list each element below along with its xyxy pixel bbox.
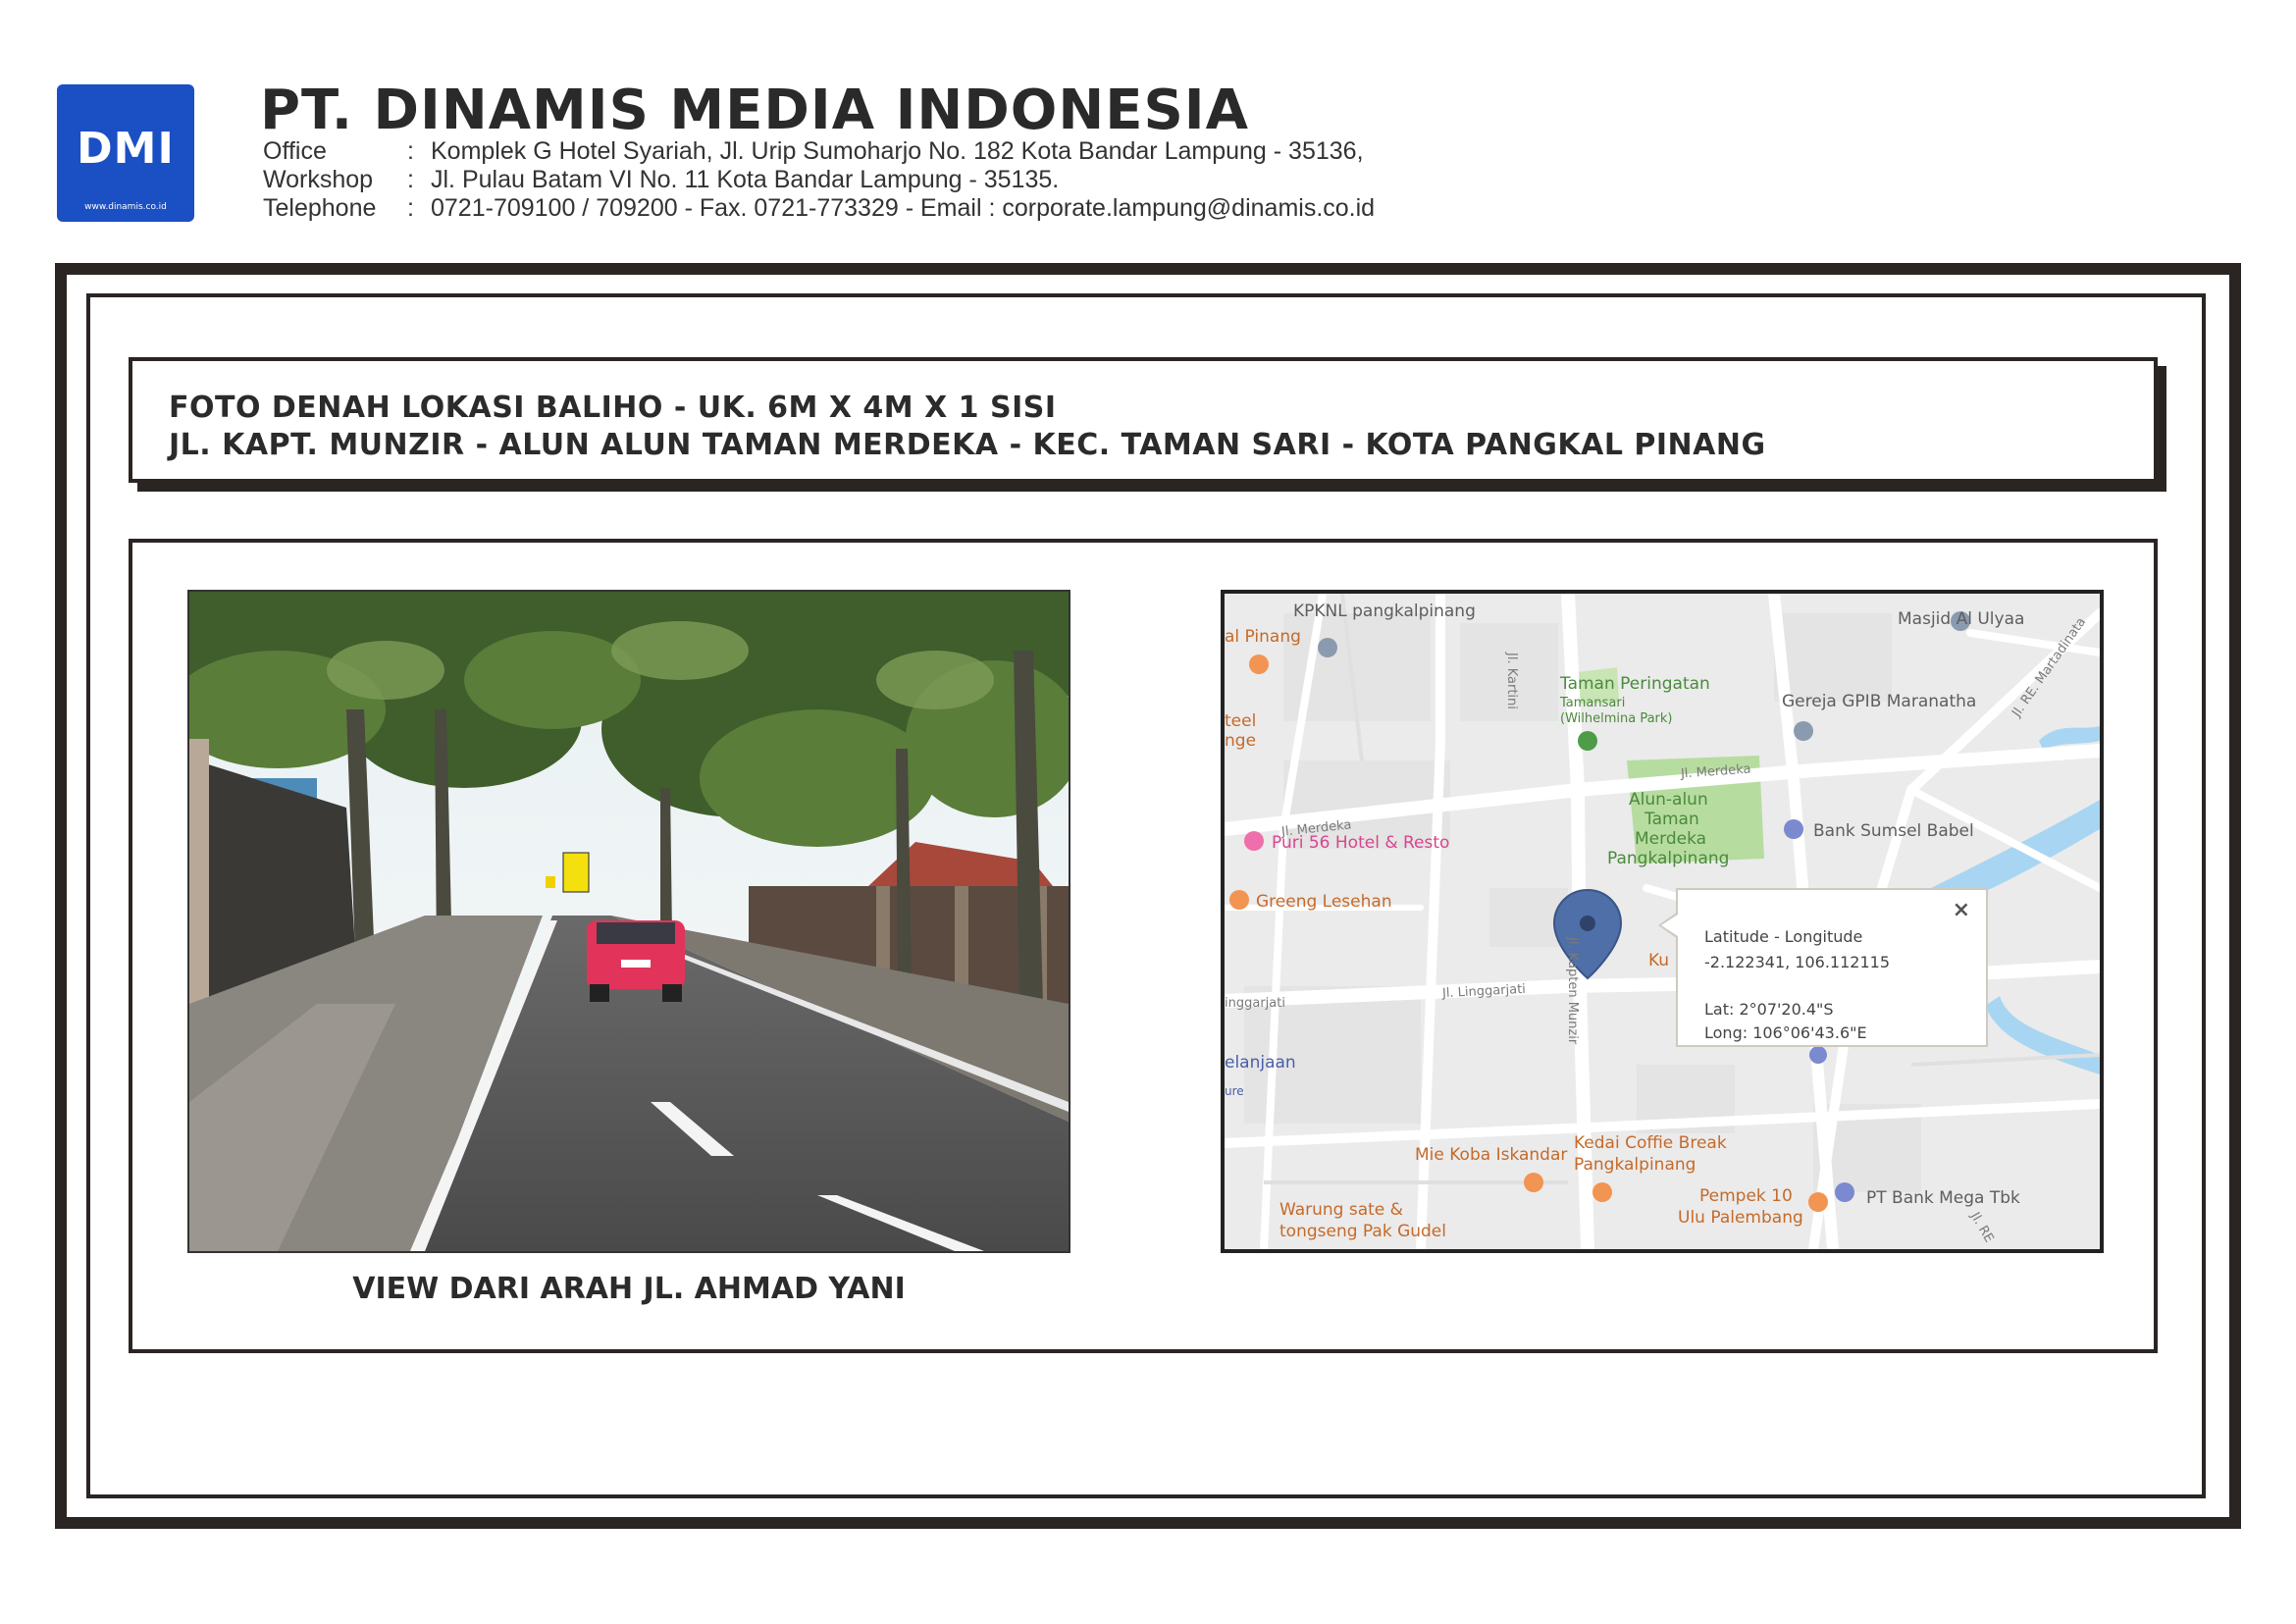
map-label-kedai-1: Kedai Coffie Break [1574,1133,1727,1153]
contact-value: Jl. Pulau Batam VI No. 11 Kota Bandar Lampung - 35135. [431,166,1060,193]
map-label-al-pinang: al Pinang [1225,627,1301,647]
contact-label: Workshop [263,166,374,193]
contact-label: Office [263,137,327,165]
location-map[interactable] [1221,590,2104,1253]
contact-value: 0721-709100 / 709200 - Fax. 0721-773329 - Email : corporate.lampung@dinamis.co.id [431,194,1376,222]
contact-info [263,137,1375,223]
map-label-jl-kartini: Jl. Kartini [1504,653,1519,709]
title-box [129,357,2158,483]
contact-separator: : [407,166,414,193]
map-label-greeng: Greeng Lesehan [1256,892,1392,912]
map-label-tamansari: Tamansari [1560,696,1626,710]
map-label-alun-3: Merdeka [1635,829,1707,849]
contact-row-telephone [263,194,1375,223]
map-label-alun-2: Taman [1644,810,1699,829]
map-label-jl-merdeka: Jl. Merdeka [1280,817,1353,840]
map-label-warung-2: tongseng Pak Gudel [1279,1222,1446,1241]
map-label-bank-mega: PT Bank Mega Tbk [1866,1188,2020,1208]
popup-latitude: Lat: 2°07'20.4"S [1704,1000,1834,1019]
billboard-marker [563,853,589,892]
restaurant-icon [1524,1173,1543,1192]
map-label-ure: ure [1225,1084,1244,1098]
logo-url: www.dinamis.co.id [84,202,167,212]
cafe-icon [1592,1182,1612,1202]
map-label-kup: Ku [1648,951,1670,970]
map-label-puri: Puri 56 Hotel & Resto [1272,833,1450,853]
location-photo [187,590,1070,1253]
bank-icon [1835,1182,1854,1202]
restaurant-icon [1229,890,1249,910]
map-label-jl-linggarjati: inggarjati [1225,996,1285,1011]
church-icon [1794,721,1813,741]
map-label-kpknl: KPKNL pangkalpinang [1293,602,1476,621]
photo-caption: VIEW DARI ARAH JL. AHMAD YANI [352,1272,906,1306]
hotel-icon [1244,831,1264,851]
close-icon[interactable]: × [1952,898,1970,922]
contact-value: Komplek G Hotel Syariah, Jl. Urip Sumoharjo No. 182 Kota Bandar Lampung - 35136, [431,137,1364,165]
map-label-alun-1: Alun-alun [1629,790,1708,810]
map-label-wilhelmina: (Wilhelmina Park) [1560,711,1673,726]
map-label-kedai-2: Pangkalpinang [1574,1155,1696,1175]
company-logo [57,84,194,222]
contact-row-workshop [263,166,1375,194]
bank-icon [1784,819,1803,839]
map-label-teel: teel [1225,711,1257,731]
map-label-masjid: Masjid Al Ulyaa [1898,609,2025,629]
contact-label: Telephone [263,194,377,222]
map-label-pempek-2: Ulu Palembang [1678,1208,1803,1228]
title-line-2: JL. KAPT. MUNZIR - ALUN ALUN TAMAN MERDEKA - KEC. TAMAN SARI - KOTA PANGKAL PINANG [169,428,1766,462]
popup-pointer-fill [1661,915,1678,936]
popup-longitude: Long: 106°06'43.6"E [1704,1023,1867,1042]
contact-separator: : [407,194,414,222]
map-label-jl-re: Jl. RE [1967,1210,1997,1246]
map-label-pempek-1: Pempek 10 [1699,1186,1793,1206]
map-label-taman-peringatan: Taman Peringatan [1560,674,1710,694]
map-label-jl-merdeka: Jl. Merdeka [1680,761,1751,782]
map-label-jl-re-martadinata: Jl. RE. Martadinata [2009,614,2090,720]
street-photo-illustration [189,592,1069,1251]
map-label-bank-sumsel: Bank Sumsel Babel [1813,821,1974,841]
map-label-mie-koba: Mie Koba Iskandar [1415,1145,1568,1165]
company-name: PT. DINAMIS MEDIA INDONESIA [260,79,1249,142]
map-label-elanjaan: elanjaan [1225,1053,1296,1073]
map-label-alun-4: Pangkalpinang [1607,849,1730,868]
map-label-nge: nge [1225,731,1257,751]
contact-row-office [263,137,1375,166]
map-label-jl-linggarjati: Jl. Linggarjati [1441,981,1527,1002]
coordinates-popup [1676,888,1988,1047]
map-label-jl-kapten-munzir: Jl. Kapten Munzir [1565,937,1580,1045]
map-label-gereja: Gereja GPIB Maranatha [1782,692,1977,711]
title-line-1: FOTO DENAH LOKASI BALIHO - UK. 6M X 4M X 1 SISI [169,391,1057,425]
restaurant-icon [1808,1192,1828,1212]
park-icon [1578,731,1597,751]
atm-icon [1809,1046,1827,1064]
map-label-warung-1: Warung sate & [1279,1200,1403,1220]
popup-decimal-coordinates: -2.122341, 106.112115 [1704,953,1890,971]
contact-separator: : [407,137,414,165]
logo-text: DMI [77,124,175,174]
government-icon [1318,638,1337,657]
popup-heading: Latitude - Longitude [1704,927,1863,946]
restaurant-icon [1249,655,1269,674]
